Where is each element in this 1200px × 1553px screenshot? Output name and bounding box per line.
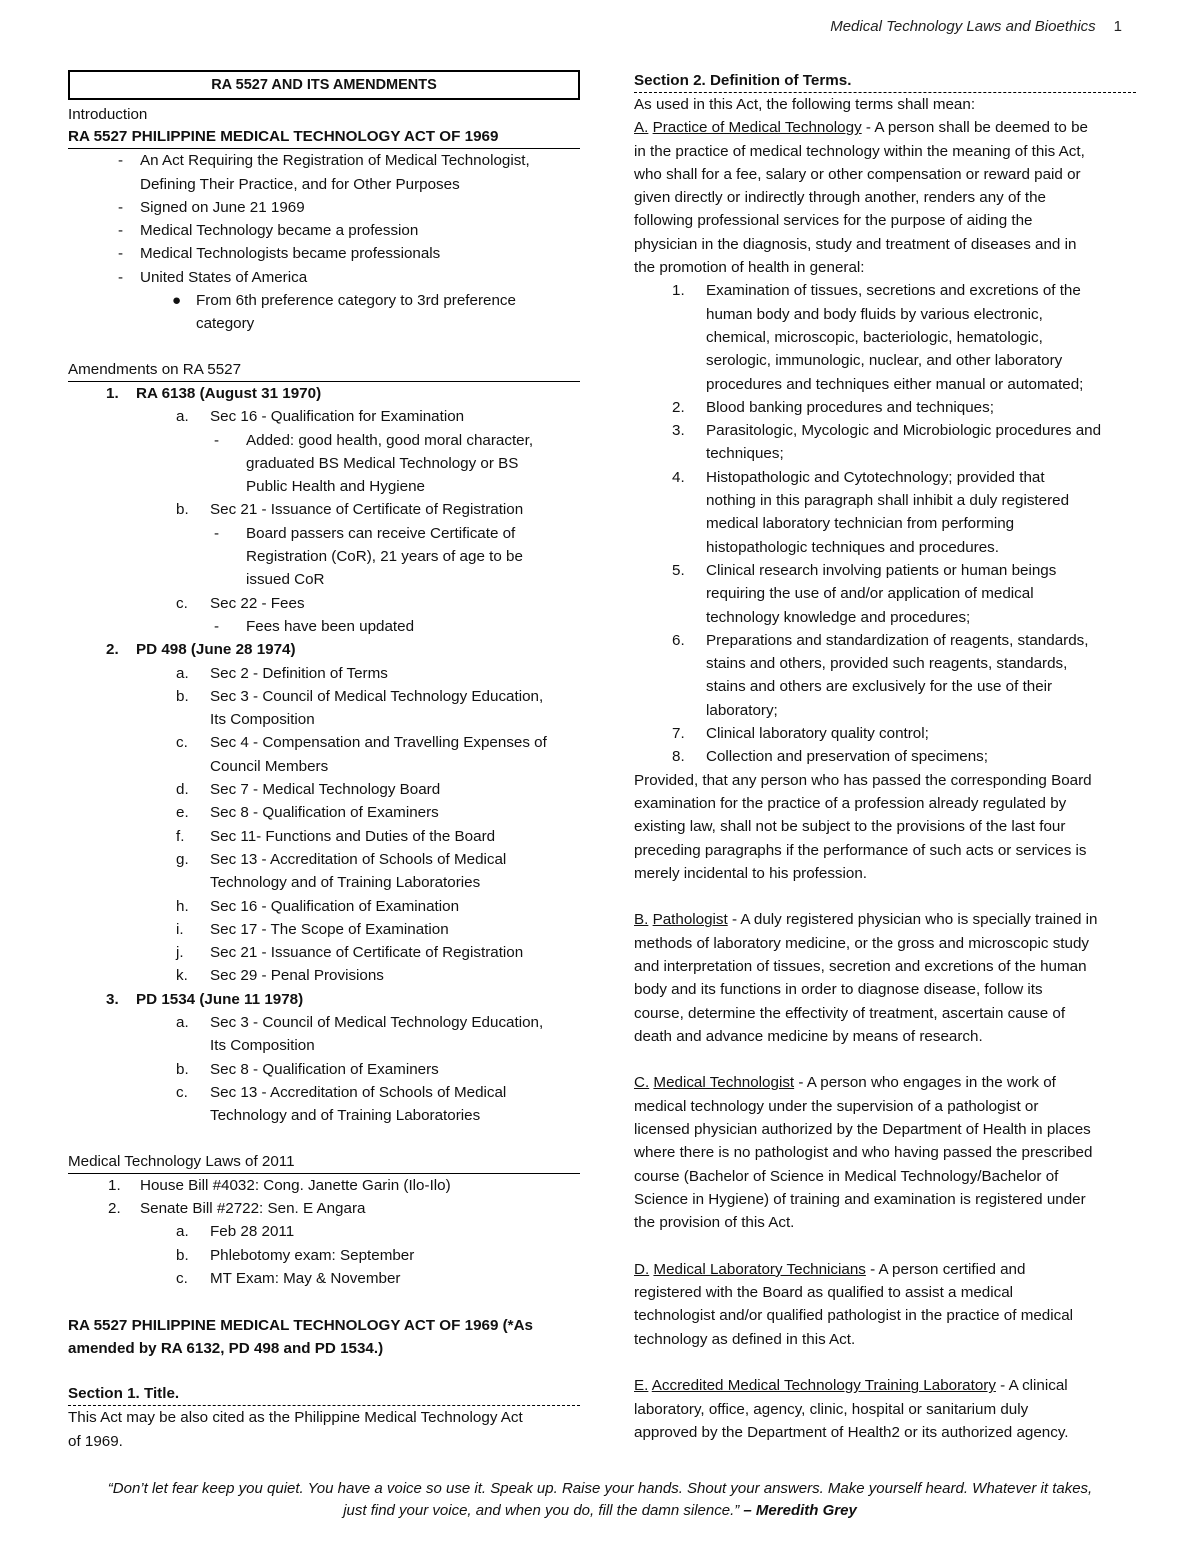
list-marker: c. bbox=[176, 1269, 188, 1287]
list-item-text: histopathologic techniques and procedures. bbox=[706, 538, 999, 556]
definition-line: licensed physician authorized by the Department of Health in places bbox=[634, 1121, 1091, 1139]
service-item bbox=[634, 745, 1136, 768]
definition-e bbox=[634, 1374, 1136, 1444]
amendment-section-cont bbox=[68, 708, 580, 731]
list-marker: 2. bbox=[106, 641, 119, 659]
definition-letter: C. bbox=[634, 1074, 650, 1092]
definition-term: Pathologist bbox=[652, 911, 728, 929]
proviso-line: existing law, shall not be subject to the provisions of the last four bbox=[634, 818, 1066, 836]
proviso-line: preceding paragraphs if the performance of such acts or services is bbox=[634, 841, 1087, 859]
list-marker: 6. bbox=[672, 631, 685, 649]
definition-b bbox=[634, 908, 1136, 1048]
definition-term: Accredited Medical Technology Training Laboratory bbox=[651, 1377, 996, 1395]
service-item bbox=[634, 699, 1136, 722]
intro-item-cont bbox=[68, 173, 580, 196]
definition-term: Medical Technologist bbox=[653, 1074, 795, 1092]
usa-subitem-cont bbox=[68, 312, 580, 335]
list-item-text: Feb 28 2011 bbox=[210, 1223, 295, 1241]
list-item-text: Clinical laboratory quality control; bbox=[706, 725, 929, 743]
list-marker: 2. bbox=[108, 1200, 121, 1218]
amendment-section bbox=[68, 801, 580, 824]
list-item-text: techniques; bbox=[706, 445, 784, 463]
list-item-text: Sec 2 - Definition of Terms bbox=[210, 664, 388, 682]
list-marker: a. bbox=[176, 664, 189, 682]
list-marker: d. bbox=[176, 781, 189, 799]
definition-line: the promotion of health in general: bbox=[634, 259, 865, 277]
service-item bbox=[634, 419, 1136, 442]
law-item bbox=[68, 1197, 580, 1220]
definition-line: and interpretation of tissues, secretion and excretions of the human bbox=[634, 957, 1087, 975]
amendment-section bbox=[68, 941, 580, 964]
definition-line: technology as defined in this Act. bbox=[634, 1330, 856, 1348]
list-marker: j. bbox=[176, 944, 184, 962]
amendment-section bbox=[68, 498, 580, 521]
list-marker: - bbox=[214, 617, 220, 635]
left-column bbox=[68, 70, 580, 1453]
list-marker: - bbox=[118, 268, 124, 286]
footer-quote bbox=[68, 1478, 1132, 1522]
service-item bbox=[634, 442, 1136, 465]
amendment-detail bbox=[68, 522, 580, 545]
list-marker: c. bbox=[176, 594, 188, 612]
laws-2011-heading: Medical Technology Laws of 2011 bbox=[68, 1151, 580, 1174]
list-item-text: Sec 13 - Accreditation of Schools of Medical bbox=[210, 1083, 507, 1101]
service-item bbox=[634, 512, 1136, 535]
definition-line: following professional services for the purpose of aiding the bbox=[634, 212, 1033, 230]
definition-text: - A person who engages in the work of bbox=[794, 1074, 1056, 1092]
list-item-text: category bbox=[196, 315, 255, 333]
list-marker: - bbox=[214, 524, 220, 542]
list-item-text: Sec 11- Functions and Duties of the Board bbox=[210, 827, 496, 845]
amendment-section bbox=[68, 1081, 580, 1104]
list-item-text: An Act Requiring the Registration of Medical Technologist, bbox=[140, 152, 530, 170]
list-item-text: Sec 29 - Penal Provisions bbox=[210, 967, 384, 985]
amendment-section-cont bbox=[68, 871, 580, 894]
list-marker: 4. bbox=[672, 468, 685, 486]
definition-line: registered with the Board as qualified to assist a medical bbox=[634, 1284, 1014, 1302]
list-item-text: Examination of tissues, secretions and excretions of the bbox=[706, 282, 1081, 300]
definition-line: approved by the Department of Health2 or its authorized agency. bbox=[634, 1423, 1069, 1441]
amendment-section-cont bbox=[68, 1104, 580, 1127]
act-title: RA 5527 PHILIPPINE MEDICAL TECHNOLOGY ACT OF 1969 bbox=[68, 126, 580, 149]
list-item-text: Collection and preservation of specimens; bbox=[706, 748, 988, 766]
definition-line: course (Bachelor of Science in Medical Technology/Bachelor of bbox=[634, 1167, 1059, 1185]
list-item-text: Senate Bill #2722: Sen. E Angara bbox=[140, 1200, 366, 1218]
list-marker: b. bbox=[176, 501, 189, 519]
definition-line bbox=[634, 1258, 1136, 1281]
list-item-text: Phlebotomy exam: September bbox=[210, 1246, 415, 1264]
list-marker: 1. bbox=[672, 282, 685, 300]
definition-line bbox=[634, 1374, 1136, 1397]
list-item-text: serologic, immunologic, nuclear, and other laboratory bbox=[706, 352, 1063, 370]
list-item-text: chemical, microscopic, bacteriologic, hematologic, bbox=[706, 328, 1043, 346]
right-column bbox=[634, 70, 1136, 1444]
list-marker: 3. bbox=[106, 990, 119, 1008]
amendment-title bbox=[68, 638, 580, 661]
list-marker: e. bbox=[176, 804, 189, 822]
list-item-text: Medical Technologists became professionals bbox=[140, 245, 441, 263]
list-item-text: Preparations and standardization of reagents, standards, bbox=[706, 631, 1089, 649]
list-marker: g. bbox=[176, 850, 189, 868]
list-item-text: Defining Their Practice, and for Other Purposes bbox=[140, 175, 460, 193]
amendments-list bbox=[68, 382, 580, 1128]
list-marker: - bbox=[214, 431, 220, 449]
definition-letter: A. bbox=[634, 119, 649, 137]
service-item bbox=[634, 629, 1136, 652]
proviso-line: examination for the practice of a profession already regulated by bbox=[634, 794, 1067, 812]
proviso-line: Provided, that any person who has passed the corresponding Board bbox=[634, 771, 1092, 789]
amendment-detail-cont bbox=[68, 568, 580, 591]
list-marker: 8. bbox=[672, 748, 685, 766]
senate-subitem bbox=[68, 1244, 580, 1267]
definition-letter: E. bbox=[634, 1377, 649, 1395]
list-item-text: Added: good health, good moral character, bbox=[246, 431, 534, 449]
list-item-text: Its Composition bbox=[210, 711, 315, 729]
amendment-section bbox=[68, 895, 580, 918]
list-marker: 5. bbox=[672, 561, 685, 579]
definition-line: technologist and/or qualified pathologist in the practice of medical bbox=[634, 1307, 1074, 1325]
amendment-section-cont bbox=[68, 1034, 580, 1057]
list-item-text: Sec 21 - Issuance of Certificate of Registration bbox=[210, 501, 524, 519]
amended-act-title bbox=[68, 1314, 580, 1361]
intro-heading: Introduction bbox=[68, 106, 148, 123]
list-marker: b. bbox=[176, 687, 189, 705]
definition-line: Science in Hygiene) of training and examination is registered under bbox=[634, 1190, 1086, 1208]
list-item-text: Sec 16 - Qualification of Examination bbox=[210, 897, 460, 915]
list-item-text: PD 498 (June 28 1974) bbox=[136, 641, 296, 659]
list-item-text: United States of America bbox=[140, 268, 308, 286]
amendment-section bbox=[68, 731, 580, 754]
list-item-text: Sec 8 - Qualification of Examiners bbox=[210, 1060, 439, 1078]
section1-line: of 1969. bbox=[68, 1432, 123, 1450]
intro-item bbox=[68, 196, 580, 219]
list-marker: h. bbox=[176, 897, 189, 915]
service-item bbox=[634, 396, 1136, 419]
list-item-text: Sec 16 - Qualification for Examination bbox=[210, 408, 465, 426]
list-item-text: laboratory; bbox=[706, 701, 778, 719]
section2-heading: Section 2. Definition of Terms. bbox=[634, 70, 1136, 93]
definition-term: Medical Laboratory Technicians bbox=[653, 1260, 866, 1278]
service-item bbox=[634, 489, 1136, 512]
list-marker: 1. bbox=[108, 1176, 121, 1194]
service-item bbox=[634, 722, 1136, 745]
definition-term: Practice of Medical Technology bbox=[652, 119, 862, 137]
list-marker: 7. bbox=[672, 725, 685, 743]
list-item-text: stains and others, provided such reagents, standards, bbox=[706, 655, 1068, 673]
amendment-title bbox=[68, 382, 580, 405]
definition-c bbox=[634, 1071, 1136, 1234]
amendment-section bbox=[68, 405, 580, 428]
list-marker: - bbox=[118, 152, 124, 170]
section2-intro: As used in this Act, the following terms shall mean: bbox=[634, 96, 976, 113]
header-title: Medical Technology Laws and Bioethics bbox=[830, 18, 1096, 35]
service-item bbox=[634, 559, 1136, 582]
definition-line: physician in the diagnosis, study and treatment of diseases and in bbox=[634, 235, 1077, 253]
intro-item bbox=[68, 149, 580, 172]
amendment-section bbox=[68, 778, 580, 801]
definition-line: death and advance medicine by means of research. bbox=[634, 1027, 983, 1045]
proviso-line: merely incidental to his profession. bbox=[634, 864, 867, 882]
list-marker: 3. bbox=[672, 422, 685, 440]
list-item-text: House Bill #4032: Cong. Janette Garin (Ilo-Ilo) bbox=[140, 1176, 451, 1194]
quote-line-2: just find your voice, and when you do, fill the damn silence.” bbox=[343, 1502, 740, 1519]
definition-line bbox=[634, 116, 1136, 139]
amendment-title bbox=[68, 988, 580, 1011]
list-marker: c. bbox=[176, 734, 188, 752]
list-item-text: Board passers can receive Certificate of bbox=[246, 524, 516, 542]
definition-line: who shall for a fee, salary or other compensation or reward paid or bbox=[634, 165, 1081, 183]
definition-a bbox=[634, 116, 1136, 279]
list-item-text: Signed on June 21 1969 bbox=[140, 198, 305, 216]
list-marker: k. bbox=[176, 967, 188, 985]
list-marker: b. bbox=[176, 1246, 189, 1264]
service-item bbox=[634, 582, 1136, 605]
amendment-detail bbox=[68, 615, 580, 638]
amendment-section bbox=[68, 825, 580, 848]
list-marker: i. bbox=[176, 920, 184, 938]
amendment-section bbox=[68, 592, 580, 615]
list-item-text: nothing in this paragraph shall inhibit a duly registered bbox=[706, 492, 1070, 510]
list-marker: 2. bbox=[672, 398, 685, 416]
intro-item bbox=[68, 219, 580, 242]
amendment-section bbox=[68, 685, 580, 708]
definition-d bbox=[634, 1258, 1136, 1351]
list-item-text: Sec 8 - Qualification of Examiners bbox=[210, 804, 439, 822]
definition-text: - A person shall be deemed to be bbox=[861, 119, 1088, 137]
list-item-text: graduated BS Medical Technology or BS bbox=[246, 454, 519, 472]
list-item-text: From 6th preference category to 3rd preference bbox=[196, 292, 516, 310]
list-item-text: human body and body fluids by various electronic, bbox=[706, 305, 1043, 323]
definition-line: course, determine the effectivity of treatment, ascertain cause of bbox=[634, 1004, 1066, 1022]
definition-letter: B. bbox=[634, 911, 649, 929]
amendments-heading: Amendments on RA 5527 bbox=[68, 359, 580, 382]
list-item-text: PD 1534 (June 11 1978) bbox=[136, 990, 304, 1008]
definition-line bbox=[634, 1071, 1136, 1094]
definition-text: - A duly registered physician who is specially trained in bbox=[727, 911, 1098, 929]
list-marker: - bbox=[118, 245, 124, 263]
definition-line bbox=[634, 908, 1136, 931]
service-item bbox=[634, 675, 1136, 698]
list-marker: 1. bbox=[106, 384, 119, 402]
list-item-text: Sec 3 - Council of Medical Technology Education, bbox=[210, 1013, 544, 1031]
section1-line: This Act may be also cited as the Philippine Medical Technology Act bbox=[68, 1409, 523, 1427]
intro-list bbox=[68, 149, 580, 335]
intro-item bbox=[68, 242, 580, 265]
usa-subitem bbox=[68, 289, 580, 312]
list-item-text: Sec 17 - The Scope of Examination bbox=[210, 920, 449, 938]
list-marker: ● bbox=[172, 292, 182, 310]
list-item-text: Sec 7 - Medical Technology Board bbox=[210, 781, 441, 799]
amendment-section bbox=[68, 918, 580, 941]
list-item-text: Parasitologic, Mycologic and Microbiologic procedures and bbox=[706, 422, 1102, 440]
amendment-detail-cont bbox=[68, 452, 580, 475]
definition-text: - A clinical bbox=[995, 1377, 1068, 1395]
list-marker: f. bbox=[176, 827, 185, 845]
quote-line-1: “Don’t let fear keep you quiet. You have a voice so use it. Speak up. Raise your hands. Shout your answers. Make yourself heard. Whatever it takes, bbox=[107, 1480, 1093, 1497]
list-item-text: Technology and of Training Laboratories bbox=[210, 874, 481, 892]
list-item-text: Medical Technology became a profession bbox=[140, 222, 419, 240]
service-item bbox=[634, 373, 1136, 396]
amendment-detail-cont bbox=[68, 475, 580, 498]
definition-letter: D. bbox=[634, 1260, 650, 1278]
list-marker: a. bbox=[176, 408, 189, 426]
list-item-text: Blood banking procedures and techniques; bbox=[706, 398, 994, 416]
amended-title-line: amended by RA 6132, PD 498 and PD 1534.) bbox=[68, 1339, 384, 1357]
list-marker: a. bbox=[176, 1013, 189, 1031]
definition-line: body and its functions in order to diagnose disease, follow its bbox=[634, 981, 1043, 999]
definition-line: methods of laboratory medicine, or the gross and microscopic study bbox=[634, 934, 1089, 952]
list-item-text: Sec 22 - Fees bbox=[210, 594, 305, 612]
list-item-text: issued CoR bbox=[246, 571, 325, 589]
list-item-text: medical laboratory technician from performing bbox=[706, 515, 1015, 533]
amendment-section bbox=[68, 1011, 580, 1034]
law-item bbox=[68, 1174, 580, 1197]
amendment-section bbox=[68, 1058, 580, 1081]
service-item bbox=[634, 466, 1136, 489]
list-marker: a. bbox=[176, 1223, 189, 1241]
list-item-text: Sec 13 - Accreditation of Schools of Medical bbox=[210, 850, 507, 868]
laws-2011-list bbox=[68, 1174, 580, 1290]
list-item-text: procedures and techniques either manual or automated; bbox=[706, 375, 1084, 393]
amended-title-line: RA 5527 PHILIPPINE MEDICAL TECHNOLOGY ACT OF 1969 (*As bbox=[68, 1316, 534, 1334]
section1-text bbox=[68, 1406, 580, 1453]
service-item bbox=[634, 326, 1136, 349]
definition-line: where there is no pathologist and who having passed the prescribed bbox=[634, 1144, 1093, 1162]
list-item-text: Its Composition bbox=[210, 1037, 315, 1055]
amendment-section bbox=[68, 662, 580, 685]
intro-item bbox=[68, 266, 580, 289]
list-item-text: Council Members bbox=[210, 757, 329, 775]
proviso-paragraph bbox=[634, 769, 1136, 885]
service-item bbox=[634, 536, 1136, 559]
amendment-detail-cont bbox=[68, 545, 580, 568]
senate-subitem bbox=[68, 1220, 580, 1243]
section-box-title: RA 5527 AND ITS AMENDMENTS bbox=[68, 70, 580, 100]
definition-line: medical technology under the supervision of a pathologist or bbox=[634, 1097, 1039, 1115]
services-list bbox=[634, 279, 1136, 768]
quote-author: – Meredith Grey bbox=[739, 1502, 857, 1519]
amendment-section bbox=[68, 964, 580, 987]
section1-heading: Section 1. Title. bbox=[68, 1383, 580, 1406]
list-item-text: RA 6138 (August 31 1970) bbox=[136, 384, 322, 402]
list-item-text: technology knowledge and procedures; bbox=[706, 608, 971, 626]
list-marker: - bbox=[118, 198, 124, 216]
list-item-text: Public Health and Hygiene bbox=[246, 478, 425, 496]
list-item-text: Sec 21 - Issuance of Certificate of Registration bbox=[210, 944, 524, 962]
list-item-text: stains and others are exclusively for the use of their bbox=[706, 678, 1053, 696]
list-item-text: Fees have been updated bbox=[246, 617, 415, 635]
definition-line: given directly or indirectly through another, renders any of the bbox=[634, 189, 1046, 207]
service-item bbox=[634, 652, 1136, 675]
senate-subitem bbox=[68, 1267, 580, 1290]
amendment-detail bbox=[68, 429, 580, 452]
list-item-text: Histopathologic and Cytotechnology; provided that bbox=[706, 468, 1045, 486]
definition-line: in the practice of medical technology within the meaning of this Act, bbox=[634, 142, 1085, 160]
page-number: 1 bbox=[1113, 18, 1122, 35]
service-item bbox=[634, 303, 1136, 326]
list-item-text: Clinical research involving patients or human beings bbox=[706, 561, 1057, 579]
list-item-text: requiring the use of and/or application of medical bbox=[706, 585, 1034, 603]
list-item-text: Sec 4 - Compensation and Travelling Expenses of bbox=[210, 734, 547, 752]
list-marker: - bbox=[118, 222, 124, 240]
service-item bbox=[634, 349, 1136, 372]
list-marker: b. bbox=[176, 1060, 189, 1078]
list-item-text: Sec 3 - Council of Medical Technology Education, bbox=[210, 687, 544, 705]
amendment-section bbox=[68, 848, 580, 871]
list-item-text: MT Exam: May & November bbox=[210, 1269, 401, 1287]
list-item-text: Registration (CoR), 21 years of age to be bbox=[246, 548, 523, 566]
service-item bbox=[634, 279, 1136, 302]
service-item bbox=[634, 606, 1136, 629]
definition-text: - A person certified and bbox=[865, 1260, 1026, 1278]
list-item-text: Technology and of Training Laboratories bbox=[210, 1107, 481, 1125]
definition-line: laboratory, office, agency, clinic, hospital or sanitarium duly bbox=[634, 1400, 1029, 1418]
page-header bbox=[830, 18, 1122, 35]
amendment-section-cont bbox=[68, 755, 580, 778]
list-marker: c. bbox=[176, 1083, 188, 1101]
definition-line: the provision of this Act. bbox=[634, 1214, 795, 1232]
